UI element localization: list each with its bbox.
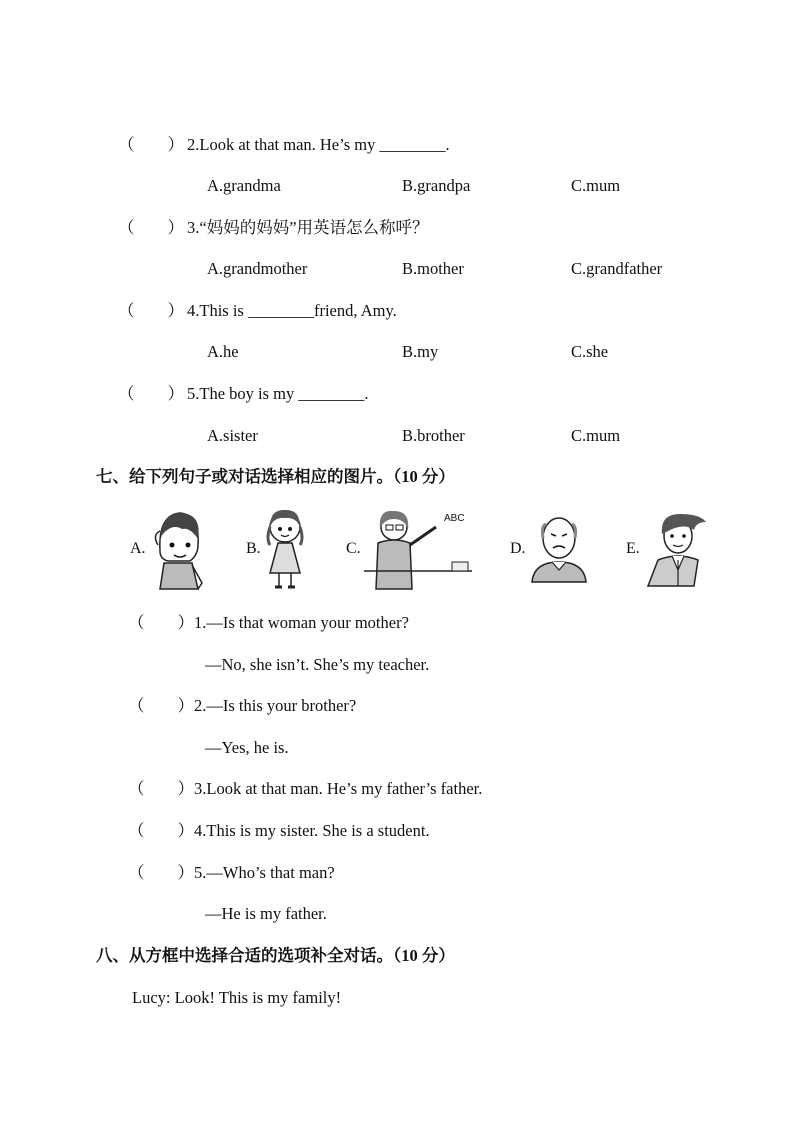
option-5a: A.sister — [207, 426, 258, 445]
section-7-line-3: （ ）2.—Is this your brother? — [128, 696, 357, 715]
question-3-text: 3.“妈妈的妈妈”用英语怎么称呼？ — [187, 218, 429, 237]
question-4-text: 4.This is ________friend, Amy. — [187, 301, 397, 320]
section-7-line-6: （ ）4.This is my sister. She is a student. — [128, 821, 430, 840]
option-2b: B.grandpa — [402, 176, 471, 195]
svg-text:ABC: ABC — [444, 513, 465, 524]
section-7-line-4: —Yes, he is. — [205, 738, 289, 757]
section-7-line-7: （ ）5.—Who’s that man? — [128, 863, 335, 882]
section-7-line-8: —He is my father. — [205, 904, 327, 923]
teacher-at-board-icon — [364, 505, 474, 593]
option-3c: C.grandfather — [571, 259, 663, 278]
section-7-line-2: —No, she isn’t. She’s my teacher. — [205, 655, 430, 674]
section-7-heading: 七、给下列句子或对话选择相应的图片。（10 分） — [96, 467, 455, 486]
picture-a-label: A. — [130, 540, 146, 557]
picture-d-label: D. — [510, 540, 526, 557]
option-2c: C.mum — [571, 176, 621, 195]
girl-in-dress-icon — [262, 505, 308, 593]
question-3: （ ） — [118, 218, 184, 237]
picture-e-label: E. — [626, 540, 640, 557]
picture-c-label: C. — [346, 540, 361, 557]
section-8-line-1: Lucy: Look! This is my family! — [132, 988, 342, 1007]
option-3a: A.grandmother — [207, 259, 308, 278]
option-3b: B.mother — [402, 259, 464, 278]
option-4c: C.she — [571, 342, 609, 361]
question-5: （ ） — [118, 384, 184, 403]
section-7-line-1: （ ）1.—Is that woman your mother? — [128, 613, 409, 632]
picture-b-label: B. — [246, 540, 261, 557]
section-8-heading: 八、从方框中选择合适的选项补全对话。（10 分） — [96, 946, 455, 965]
boy-scratching-head-icon — [150, 505, 206, 593]
option-5b: B.brother — [402, 426, 465, 445]
question-4: （ ） — [118, 301, 184, 320]
question-5-text: 5.The boy is my ________. — [187, 384, 369, 403]
question-2: （ ） — [118, 135, 184, 154]
section-7-line-5: （ ）3.Look at that man. He’s my father’s father. — [128, 779, 483, 798]
man-in-suit-icon — [644, 508, 710, 588]
option-4b: B.my — [402, 342, 439, 361]
option-5c: C.mum — [571, 426, 621, 445]
option-4a: A.he — [207, 342, 239, 361]
option-2a: A.grandma — [207, 176, 281, 195]
old-man-icon — [528, 512, 590, 584]
question-2-text: 2.Look at that man. He’s my ________. — [187, 135, 450, 154]
